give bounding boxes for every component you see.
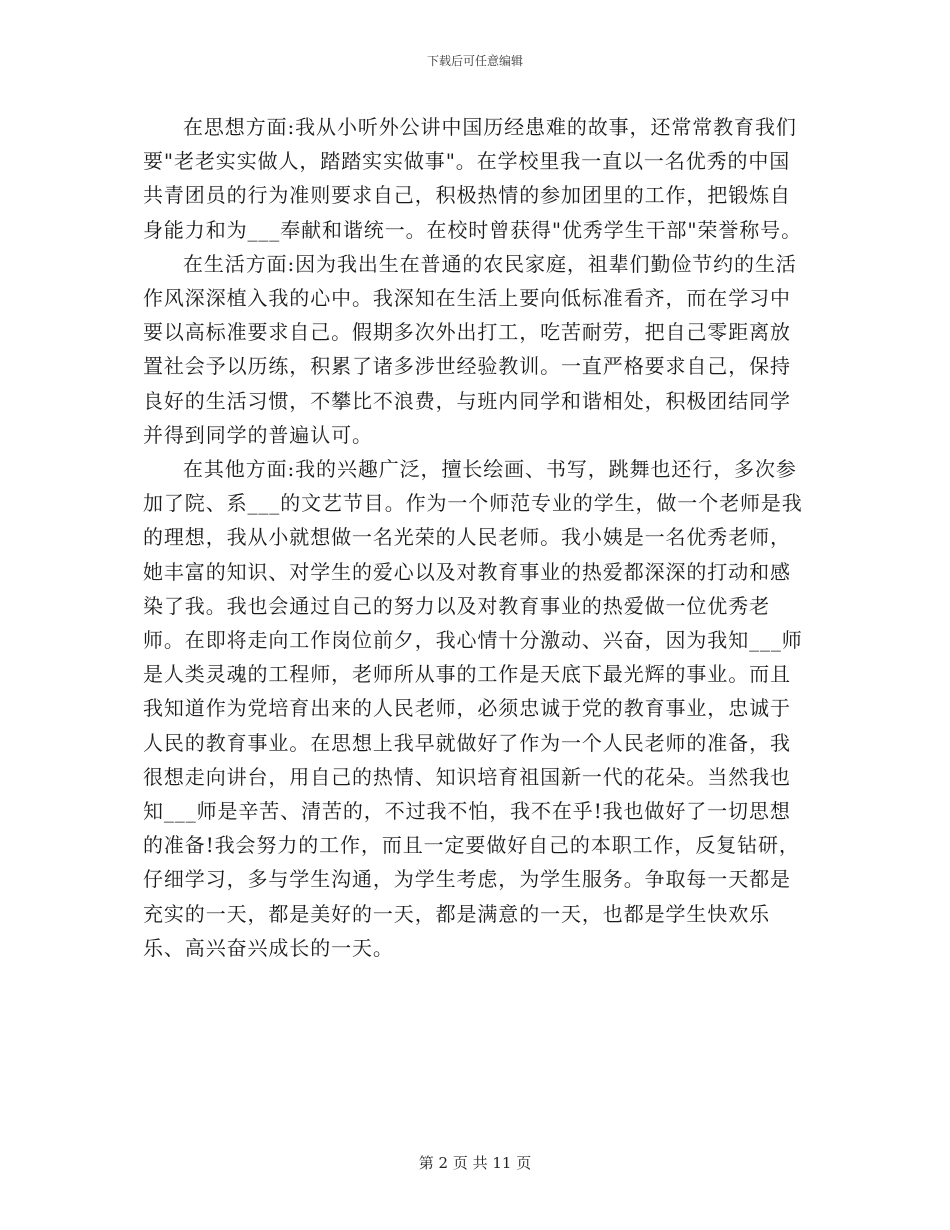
document-body (143, 110, 807, 965)
paragraph-life: 在生活方面:因为我出生在普通的农民家庭，祖辈们勤俭节约的生活作风深深植入我的心中。我深知在生活上要向低标准看齐，而在学习中要以高标准要求自己。假期多次外出打工，吃苦耐劳，把自己零距离放置社会予以历练，积累了诸多涉世经验教训。一直严格要求自己，保持良好的生活习惯，不攀比不浪费，与班内同学和谐相处，积极团结同学并得到同学的普遍认可。 (143, 251, 797, 447)
paragraph-thought: 在思想方面:我从小听外公讲中国历经患难的故事，还常常教育我们要"老老实实做人，踏踏实实做事"。在学校里我一直以一名优秀的中国共青团员的行为准则要求自己，积极热情的参加团里的工作，把锻炼自身能力和为___奉献和谐统一。在校时曾获得"优秀学生干部"荣誉称号。 (143, 115, 802, 242)
page-header: 下载后可任意编辑 (426, 54, 523, 68)
paragraph-other: 在其他方面:我的兴趣广泛，擅长绘画、书写，跳舞也还行，多次参加了院、系___的文艺节目。作为一个师范专业的学生，做一个老师是我的理想，我从小就想做一名光荣的人民老师。我小姨是一名优秀老师，她丰富的知识、对学生的爱心以及对教育事业的热爱都深深的打动和感染了我。我也会通过自己的努力以及对教育事业的热爱做一位优秀老师。在即将走向工作岗位前夕，我心情十分激动、兴奋，因为我知___师是人类灵魂的工程师，老师所从事的工作是天底下最光辉的事业。而且我知道作为党培育出来的人民老师，必须忠诚于党的教育事业，忠诚于人民的教育事业。在思想上我早就做好了作为一个人民老师的准备，我很想走向讲台，用自己的热情、知识培育祖国新一代的花朵。当然我也知___师是辛苦、清苦的，不过我不怕，我不在乎!我也做好了一切思想的准备!我会努力的工作，而且一定要做好自己的本职工作，反复钻研，仔细学习，多与学生沟通，为学生考虑，为学生服务。争取每一天都是充实的一天，都是美好的一天，都是满意的一天，也都是学生快欢乐乐、高兴奋兴成长的一天。 (143, 457, 803, 960)
page-number: 第 2 页 共 11 页 (418, 1154, 532, 1172)
